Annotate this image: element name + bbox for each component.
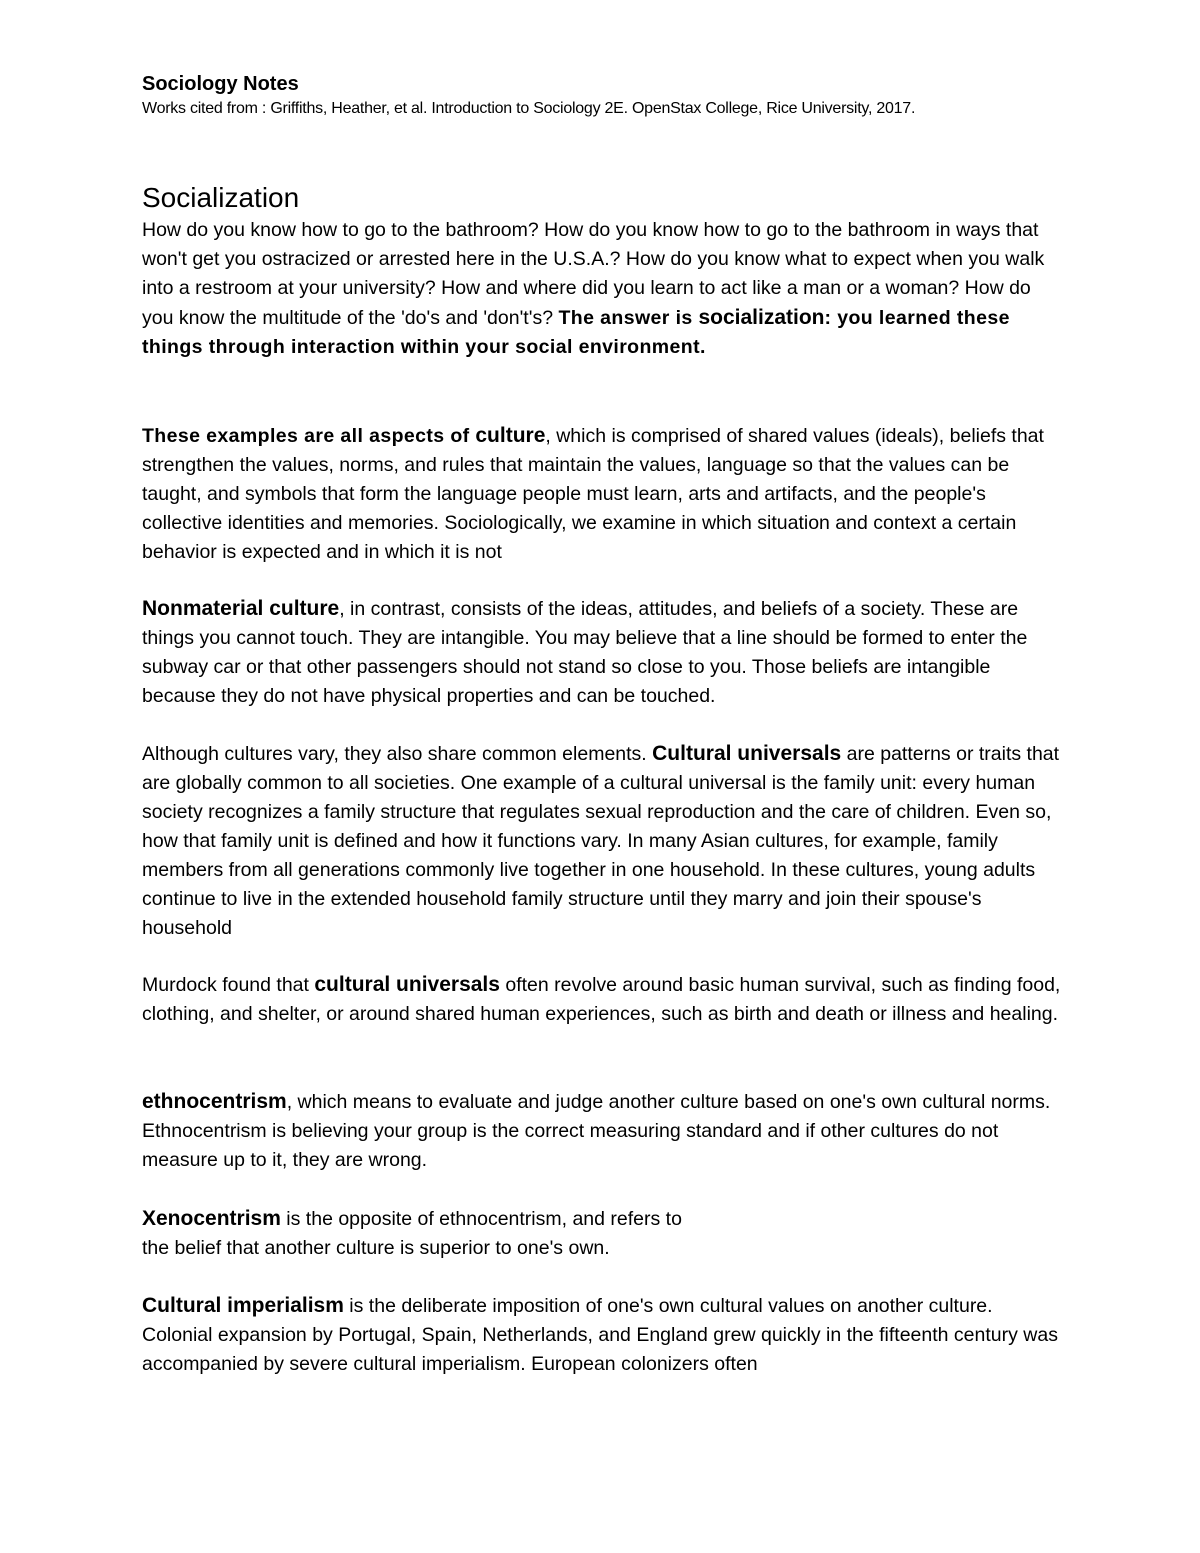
nonmaterial-text: , in contrast, consists of the ideas, attitudes, and beliefs of a society. These are things you cannot touch. They are intangible. You may believe that a line should be formed to enter the subway car or that other passengers should not stand so close to you. Those beliefs are intangible because they do not have physical properties and can be touched.: [142, 598, 1028, 707]
murdock-text-before: Murdock found that: [142, 974, 315, 996]
section-heading-socialization: Socialization: [142, 182, 300, 213]
universals-text-after: are patterns or traits that are globally common to all societies. One example of a cultural universal is the family unit: every human society recognizes a family structure that regulates sexual reproduction and the care of children. Even so, how that family unit is defined and how it functions vary. In many Asian cultures, for example, family members from all generations commonly live together in one household. In these cultures, young adults continue to live in the extended household family structure until they marry and join their spouse's household: [142, 743, 1060, 939]
works-cited-line: Works cited from : Griffiths, Heather, et al. Introduction to Sociology 2E. OpenStax College, Rice University, 2017.: [142, 100, 916, 117]
xenocentrism-line2: the belief that another culture is superior to one's own.: [142, 1237, 610, 1259]
term-cultural-universals: Cultural universals: [652, 742, 842, 765]
document-body: [142, 70, 1067, 1375]
paragraph-nonmaterial-culture: [142, 594, 1067, 711]
paragraph-murdock: [142, 970, 1067, 1029]
term-cultural-universals-murdock: cultural universals: [314, 973, 500, 996]
murdock-text-after: often revolve around basic human survival, such as finding food, clothing, and shelter, or around shared human experiences, such as birth and death or illness and healing.: [142, 974, 1061, 1025]
term-socialization: socialization: [698, 306, 825, 329]
intro-text: How do you know how to go to the bathroom? How do you know how to go to the bathroom in ways that won't get you ostracized or arrested here in the U.S.A.? How do you know what to expect when you walk into a restroom at your university? How and where did you learn to act like a man or a woman? How do you know the multitude of the 'do's and 'don't's?: [142, 219, 1045, 329]
term-culture: culture: [475, 424, 546, 447]
paragraph-cultural-universals: [142, 739, 1067, 943]
paragraph-xenocentrism: [142, 1204, 1067, 1263]
term-ethnocentrism: ethnocentrism: [142, 1090, 287, 1113]
culture-bold-lead: These examples are all aspects of: [142, 425, 476, 447]
xenocentrism-line1: is the opposite of ethnocentrism, and refers to: [280, 1208, 682, 1230]
term-cultural-imperialism: Cultural imperialism: [142, 1294, 344, 1317]
term-xenocentrism: Xenocentrism: [142, 1207, 281, 1230]
intro-bold-tail: : you learned these things through interaction within your social environment.: [142, 307, 1010, 358]
paragraph-intro: [142, 216, 1067, 362]
paragraph-ethnocentrism: [142, 1087, 1067, 1175]
imperialism-text: is the deliberate imposition of one's own cultural values on another culture. Colonial expansion by Portugal, Spain, Netherlands, and England grew quickly in the fifteenth century was accompanied by severe cultural imperialism. European colonizers often: [142, 1295, 1058, 1375]
intro-bold-lead: The answer is: [558, 307, 699, 329]
universals-text-before: Although cultures vary, they also share common elements.: [142, 743, 653, 765]
ethnocentrism-text: , which means to evaluate and judge another culture based on one's own cultural norms. Ethnocentrism is believing your group is the correct measuring standard and if other cultures do not measure up to it, they are wrong.: [142, 1091, 1051, 1171]
term-nonmaterial-culture: Nonmaterial culture: [142, 597, 340, 620]
culture-text: , which is comprised of shared values (ideals), beliefs that strengthen the values, norms, and rules that maintain the values, language so that the values can be taught, and symbols that form the language people must learn, arts and artifacts, and the people's collective identities and memories. Sociologically, we examine in which situation and context a certain behavior is expected and in which it is not: [142, 425, 1044, 563]
document-title: Sociology Notes: [142, 73, 299, 95]
paragraph-culture: [142, 421, 1067, 567]
paragraph-cultural-imperialism: [142, 1291, 1067, 1379]
